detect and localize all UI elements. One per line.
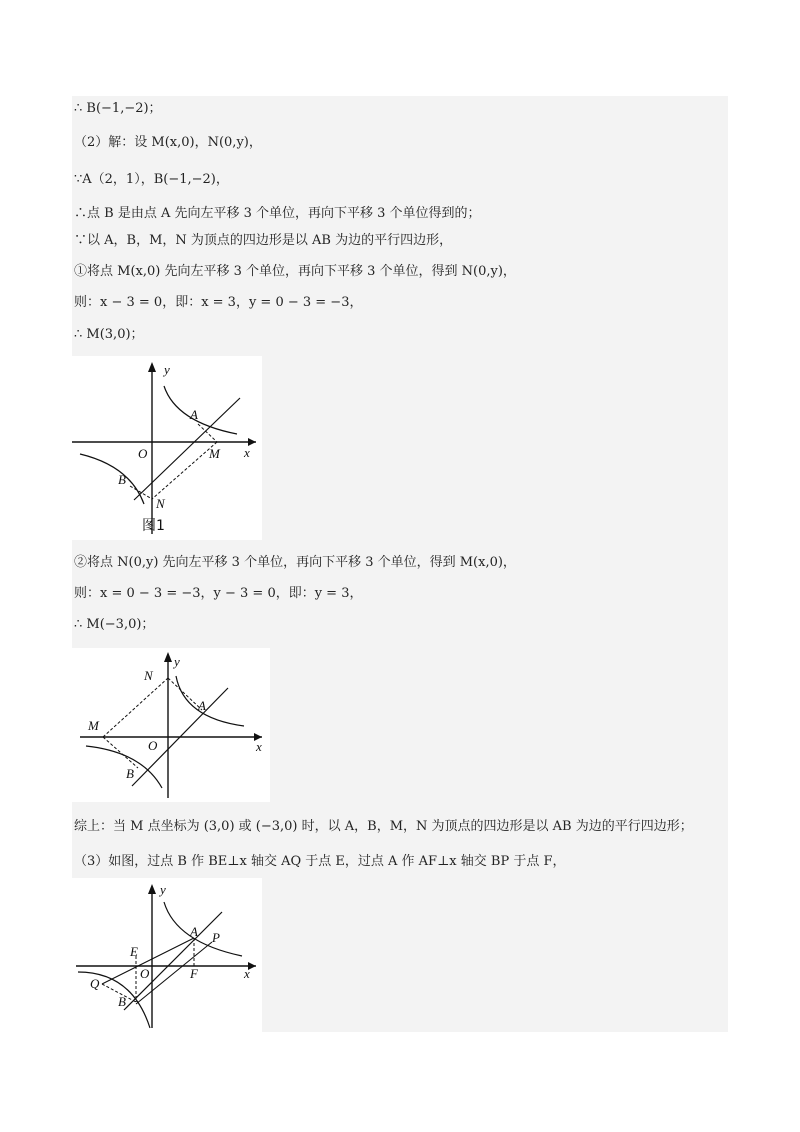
fig3-point-q-label: Q [90,976,100,991]
fig1-point-m-label: M [209,446,220,461]
text-line-3: ∵A（2，1），B(−1,−2)， [74,172,229,187]
fig2-x-label: x [256,739,262,754]
text-line-13: （3）如图，过点 B 作 BE⊥x 轴交 AQ 于点 E，过点 A 作 AF⊥x 轴交 BP 于点 F， [74,854,566,869]
text-line-10: 则：x = 0 − 3 = −3，y − 3 = 0，即：y = 3， [74,586,363,601]
fig1-x-label: x [244,445,250,460]
fig3-point-b-label: B [118,994,126,1009]
fig1-point-b-label: B [118,472,126,487]
text-line-6: ①将点 M(x,0) 先向左平移 3 个单位，再向下平移 3 个单位，得到 N(0,y)， [74,264,516,279]
fig2-point-b-label: B [126,766,134,781]
figure-3 [72,878,262,1032]
fig1-caption: 图1 [142,518,165,534]
text-line-4: ∴点 B 是由点 A 先向左平移 3 个单位，再向下平移 3 个单位得到的； [74,206,481,221]
fig1-point-a-label: A [190,407,198,422]
text-line-5: ∵以 A，B，M，N 为顶点的四边形是以 AB 为边的平行四边形， [74,233,453,248]
fig2-y-label: y [174,654,180,669]
fig1-point-n-label: N [156,496,165,511]
text-line-9: ②将点 N(0,y) 先向左平移 3 个单位，再向下平移 3 个单位，得到 M(x,0)， [74,555,516,570]
fig1-origin-label: O [138,446,148,461]
text-line-11: ∴ M(−3,0)； [74,617,155,632]
fig2-point-m-label: M [88,718,99,733]
fig3-x-label: x [244,966,250,981]
fig1-y-label: y [164,362,170,377]
text-line-8: ∴ M(3,0)； [74,327,144,342]
fig2-origin-label: O [148,738,158,753]
fig2-point-a-label: A [198,698,206,713]
text-line-2: （2）解：设 M(x,0)，N(0,y)， [74,135,262,150]
fig3-origin-label: O [140,966,150,981]
text-line-1: ∴ B(−1,−2)； [74,101,162,116]
fig3-y-label: y [160,882,166,897]
fig3-point-a-label: A [190,924,198,939]
text-line-7: 则：x − 3 = 0，即：x = 3，y = 0 − 3 = −3， [74,295,363,310]
text-line-12: 综上：当 M 点坐标为 (3,0) 或 (−3,0) 时，以 A，B，M，N 为顶点的四边形是以 AB 为边的平行四边形； [74,819,693,834]
fig3-point-e-label: E [130,944,138,959]
figure-2 [72,648,270,802]
fig3-point-f-label: F [190,966,198,981]
figure-1 [72,356,262,540]
fig3-point-p-label: P [212,930,220,945]
fig2-point-n-label: N [144,668,153,683]
